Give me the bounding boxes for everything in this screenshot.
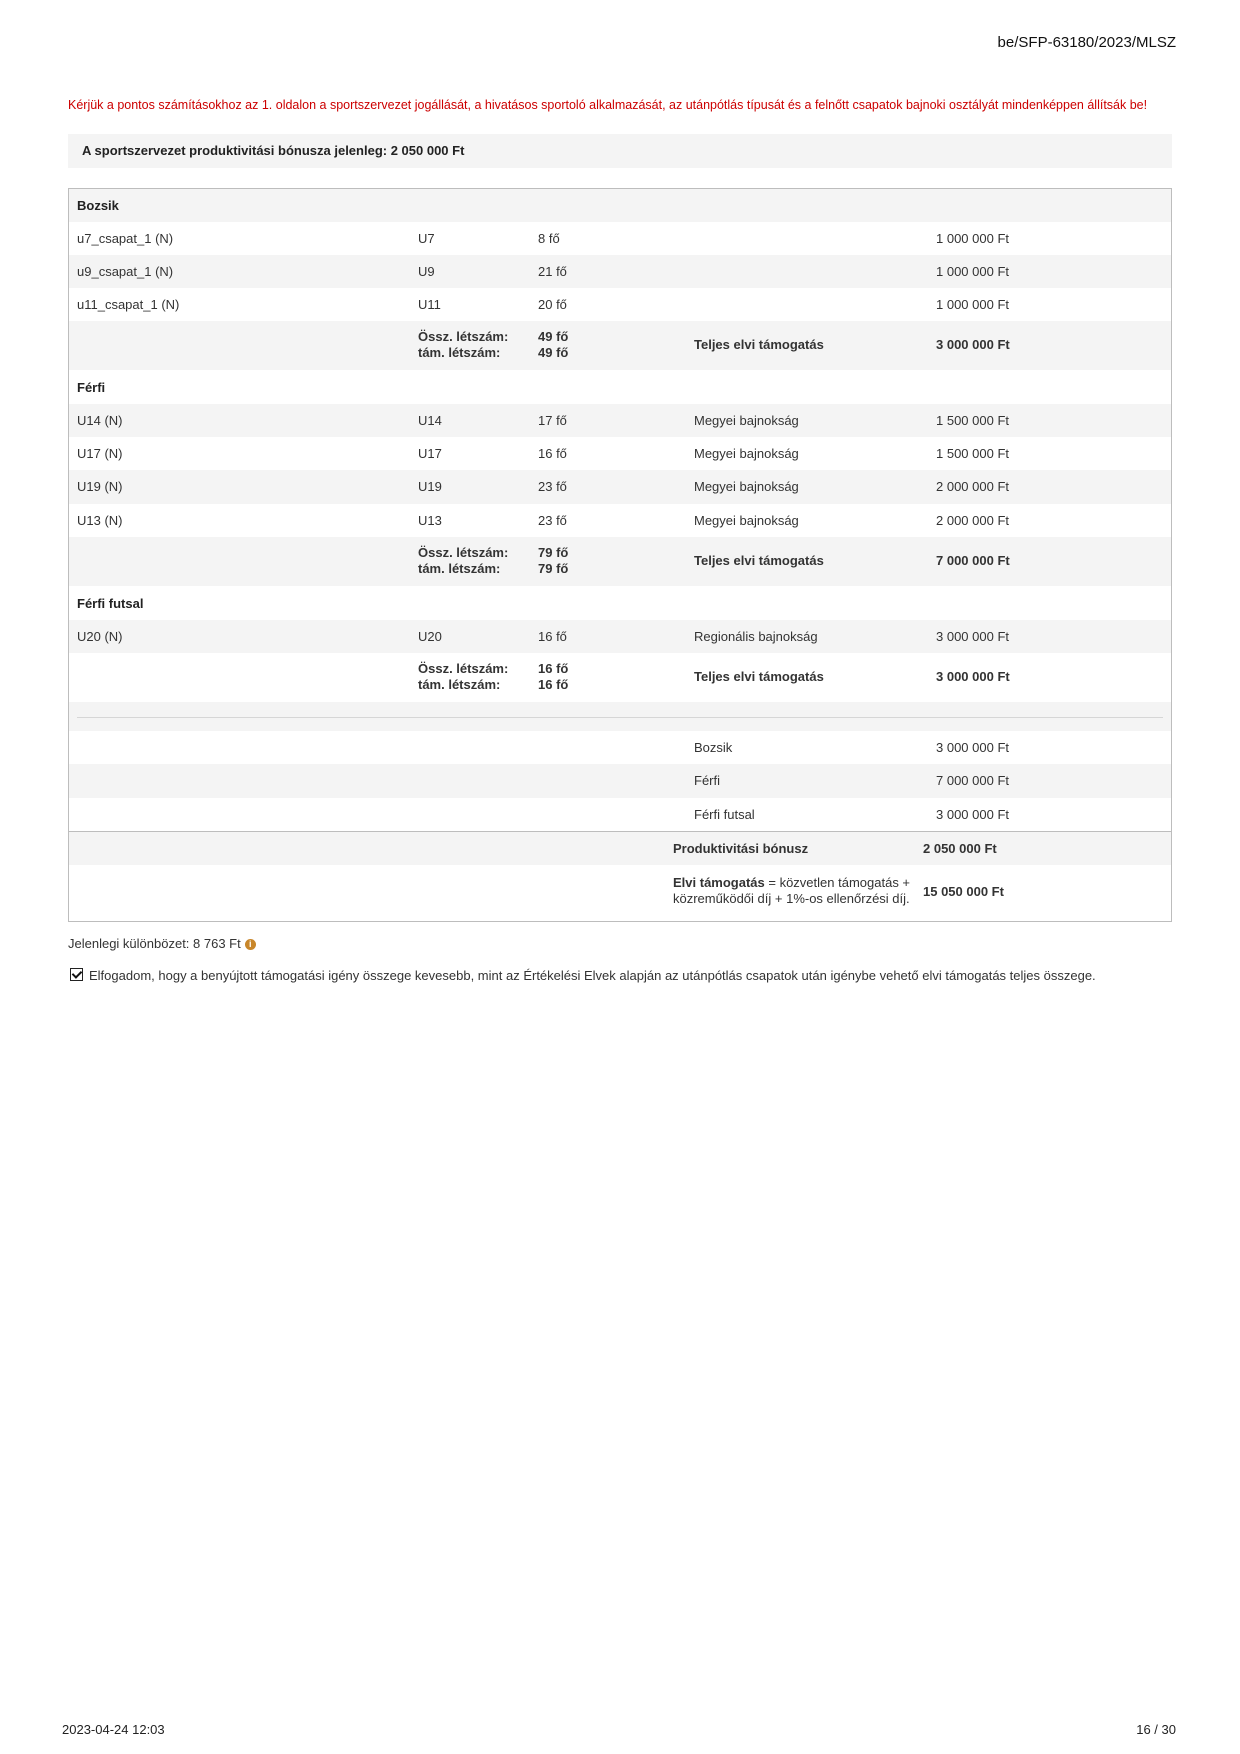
- acceptance-checkbox[interactable]: [70, 968, 83, 981]
- player-count: 16 fő: [538, 629, 567, 644]
- supported-count: 49 fő: [538, 345, 569, 360]
- age-group: U7: [418, 231, 435, 246]
- age-group: U14: [418, 413, 442, 428]
- productivity-bonus-label: Produktivitási bónusz: [673, 841, 809, 856]
- section-header-ferfi: [69, 370, 1171, 404]
- league: Megyei bajnokság: [694, 479, 799, 494]
- total-count: 16 fő: [538, 661, 569, 676]
- total-support-amount: 7 000 000 Ft: [936, 553, 1010, 568]
- league: Megyei bajnokság: [694, 446, 799, 461]
- totals-row: [69, 764, 1171, 798]
- table-row: [69, 288, 1171, 321]
- team-name: U13 (N): [77, 513, 123, 528]
- league: Regionális bajnokság: [694, 629, 818, 644]
- team-name: U20 (N): [77, 629, 123, 644]
- amount: 3 000 000 Ft: [936, 629, 1009, 644]
- section-summary-row: [69, 653, 1171, 702]
- count-labels: [418, 661, 508, 693]
- table-row: [69, 470, 1171, 504]
- total-count: 79 fő: [538, 545, 569, 560]
- league: Megyei bajnokság: [694, 513, 799, 528]
- totals-label: Férfi: [694, 773, 720, 788]
- total-support-label: Teljes elvi támogatás: [694, 553, 824, 568]
- difference-line: [68, 936, 256, 951]
- total-support-amount: 3 000 000 Ft: [936, 337, 1010, 352]
- amount: 1 000 000 Ft: [936, 264, 1009, 279]
- footer-page-number: 16 / 30: [1136, 1722, 1176, 1737]
- player-count: 16 fő: [538, 446, 567, 461]
- totals-label: Férfi futsal: [694, 807, 755, 822]
- team-name: U19 (N): [77, 479, 123, 494]
- footer-timestamp: 2023-04-24 12:03: [62, 1722, 165, 1737]
- section-header-bozsik: [69, 189, 1171, 222]
- totals-amount: 7 000 000 Ft: [936, 773, 1009, 788]
- section-summary-row: [69, 537, 1171, 586]
- totals-label: Bozsik: [694, 740, 733, 755]
- divider: [77, 717, 1163, 718]
- count-values: [538, 545, 568, 577]
- amount: 1 000 000 Ft: [936, 297, 1009, 312]
- team-name: u11_csapat_1 (N): [77, 297, 180, 312]
- section-title: Bozsik: [77, 198, 119, 213]
- table-row: [69, 255, 1171, 288]
- age-group: U11: [418, 297, 441, 312]
- team-name: U14 (N): [77, 413, 123, 428]
- player-count: 21 fő: [538, 264, 567, 279]
- amount: 2 000 000 Ft: [936, 513, 1009, 528]
- section-title: Férfi futsal: [77, 596, 144, 611]
- player-count: 17 fő: [538, 413, 567, 428]
- productivity-bonus-row: [69, 832, 1171, 865]
- age-group: U9: [418, 264, 435, 279]
- player-count: 20 fő: [538, 297, 567, 312]
- section-title: Férfi: [77, 380, 106, 395]
- totals-amount: 3 000 000 Ft: [936, 740, 1009, 755]
- productivity-bonus-amount: 2 050 000 Ft: [923, 841, 997, 856]
- age-group: U20: [418, 629, 442, 644]
- age-group: U19: [418, 479, 442, 494]
- total-count-label: Össz. létszám:: [418, 329, 509, 344]
- table-row: [69, 404, 1171, 437]
- count-values: [538, 661, 568, 693]
- separator-row: [69, 702, 1171, 731]
- total-support-label: Teljes elvi támogatás: [694, 669, 824, 684]
- elvi-support-formula-2: közreműködői díj + 1%-os ellenőrzési díj.: [673, 891, 910, 906]
- elvi-support-label: [673, 875, 910, 907]
- total-support-amount: 3 000 000 Ft: [936, 669, 1010, 684]
- supported-count: 16 fő: [538, 677, 569, 692]
- difference-text: Jelenlegi különbözet: 8 763 Ft: [68, 936, 241, 951]
- age-group: U17: [418, 446, 442, 461]
- table-row: [69, 222, 1171, 255]
- warning-message: Kérjük a pontos számításokhoz az 1. oldalon a sportszervezet jogállását, a hivatásos sportoló alkalmazását, az utánpótlás típusát és a felnőtt csapatok bajnoki osztályát mindenképpen állítsák be!: [68, 98, 1148, 112]
- elvi-support-amount: 15 050 000 Ft: [923, 884, 1004, 899]
- supported-count: 79 fő: [538, 561, 569, 576]
- totals-amount: 3 000 000 Ft: [936, 807, 1009, 822]
- support-table: [68, 188, 1172, 922]
- document-reference: be/SFP-63180/2023/MLSZ: [997, 34, 1176, 51]
- count-values: [538, 329, 568, 361]
- table-row: [69, 504, 1171, 537]
- team-name: u7_csapat_1 (N): [77, 231, 174, 246]
- totals-row: [69, 798, 1171, 831]
- totals-row: [69, 731, 1171, 764]
- supported-count-label: tám. létszám:: [418, 677, 501, 692]
- player-count: 8 fő: [538, 231, 560, 246]
- count-labels: [418, 545, 508, 577]
- elvi-support-term: Elvi támogatás: [673, 875, 765, 890]
- section-summary-row: [69, 321, 1171, 370]
- info-icon[interactable]: i: [245, 939, 256, 950]
- acceptance-statement: [70, 968, 1096, 983]
- player-count: 23 fő: [538, 513, 567, 528]
- amount: 1 000 000 Ft: [936, 231, 1009, 246]
- elvi-support-row: [69, 865, 1171, 921]
- total-count-label: Össz. létszám:: [418, 661, 509, 676]
- total-count-label: Össz. létszám:: [418, 545, 509, 560]
- supported-count-label: tám. létszám:: [418, 345, 501, 360]
- total-support-label: Teljes elvi támogatás: [694, 337, 824, 352]
- amount: 2 000 000 Ft: [936, 479, 1009, 494]
- player-count: 23 fő: [538, 479, 567, 494]
- count-labels: [418, 329, 508, 361]
- league: Megyei bajnokság: [694, 413, 799, 428]
- bonus-summary-bar: A sportszervezet produktivitási bónusza jelenleg: 2 050 000 Ft: [68, 134, 1172, 168]
- supported-count-label: tám. létszám:: [418, 561, 501, 576]
- total-count: 49 fő: [538, 329, 569, 344]
- table-row: [69, 437, 1171, 470]
- team-name: U17 (N): [77, 446, 123, 461]
- amount: 1 500 000 Ft: [936, 446, 1009, 461]
- section-header-ferfi-futsal: [69, 586, 1171, 620]
- table-row: [69, 620, 1171, 653]
- team-name: u9_csapat_1 (N): [77, 264, 174, 279]
- elvi-support-formula-1: = közvetlen támogatás +: [764, 875, 911, 890]
- age-group: U13: [418, 513, 442, 528]
- acceptance-text: Elfogadom, hogy a benyújtott támogatási igény összege kevesebb, mint az Értékelési Elvek alapján az utánpótlás csapatok után igénybe vehető elvi támogatás teljes összege.: [89, 968, 1096, 983]
- amount: 1 500 000 Ft: [936, 413, 1009, 428]
